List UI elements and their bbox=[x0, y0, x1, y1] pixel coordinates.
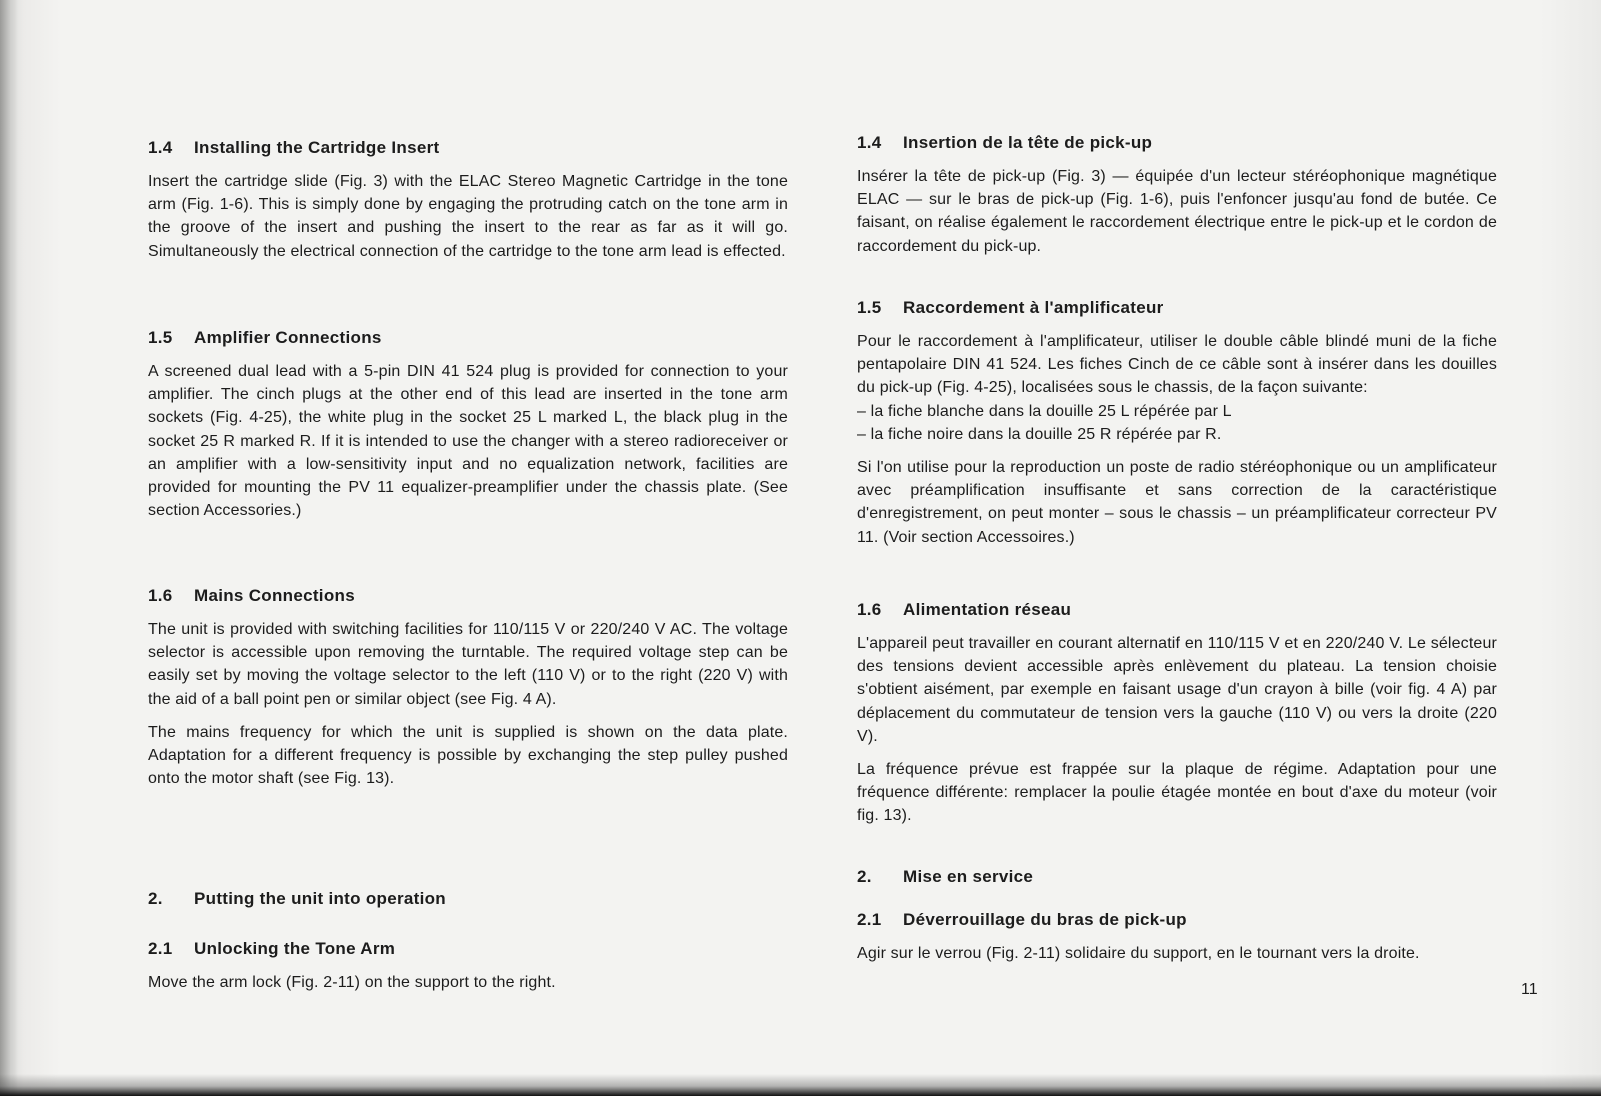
section-number: 2.1 bbox=[148, 939, 173, 958]
paragraph: Pour le raccordement à l'amplificateur, utiliser le double câble blindé muni de la fiche pentapolaire DIN 41 524. Les fiches Cinch de ce câble sont à insérer dans les douilles du pick-up (Fig. 4-25), localisées sous le chassis, de la façon suivante: bbox=[857, 333, 1497, 397]
section-title: Insertion de la tête de pick-up bbox=[903, 133, 1153, 152]
section-heading bbox=[148, 586, 788, 606]
binding-edge bbox=[0, 0, 18, 1096]
section-heading bbox=[857, 910, 1497, 930]
section-number: 1.4 bbox=[857, 133, 882, 152]
section-number: 2. bbox=[148, 889, 163, 908]
section-title: Installing the Cartridge Insert bbox=[194, 138, 440, 157]
section-title: Raccordement à l'amplificateur bbox=[903, 298, 1164, 317]
section-1-4-fr bbox=[857, 133, 1497, 258]
section-heading bbox=[857, 867, 1497, 887]
paragraph: The mains frequency for which the unit is supplied is shown on the data plate. Adaptation for a different frequency is possible by exchanging the step pulley pushed onto the motor shaft (see Fig. 13). bbox=[148, 723, 788, 788]
section-title: Alimentation réseau bbox=[903, 600, 1072, 619]
section-number: 1.5 bbox=[148, 328, 173, 347]
paragraph: Insert the cartridge slide (Fig. 3) with the ELAC Stereo Magnetic Cartridge in the tone arm (Fig. 1-6). This is simply done by engaging the protruding catch on the tone arm in the groove of the insert and pushing the insert to the rear as far as it will go. Simultaneously the electrical connection of the cartridge to the tone arm lead is effected. bbox=[148, 173, 788, 260]
paragraph: La fréquence prévue est frappée sur la plaque de régime. Adaptation pour une fréquence différente: remplacer la poulie étagée montée en bout d'axe du moteur (voir fig. 13). bbox=[857, 761, 1497, 825]
paragraph: Move the arm lock (Fig. 2-11) on the support to the right. bbox=[148, 974, 556, 991]
section-title: Déverrouillage du bras de pick-up bbox=[903, 910, 1187, 929]
section-2-1-fr bbox=[857, 910, 1497, 965]
paragraph: Agir sur le verrou (Fig. 2-11) solidaire du support, en le tournant vers la droite. bbox=[857, 945, 1420, 962]
page-number: 11 bbox=[1521, 981, 1538, 998]
section-number: 1.6 bbox=[148, 586, 173, 605]
section-number: 2.1 bbox=[857, 910, 882, 929]
section-heading bbox=[857, 298, 1497, 318]
section-1-6-fr bbox=[857, 600, 1497, 828]
paragraph: A screened dual lead with a 5-pin DIN 41 524 plug is provided for connection to your amplifier. The cinch plugs at the other end of this lead are inserted in the tone arm sockets (Fig. 4-25), the white plug in the socket 25 L marked L, the black plug in the socket 25 R marked R. If it is intended to use the changer with a stereo radioreceiver or an amplifier with a low-sensitivity input and no equalization network, facilities are provided for mounting the PV 11 equalizer-preamplifier under the chassis plate. (See section Accessories.) bbox=[148, 363, 788, 520]
section-number: 1.4 bbox=[148, 138, 173, 157]
section-heading bbox=[148, 138, 788, 158]
section-title: Mise en service bbox=[903, 867, 1034, 886]
section-number: 1.5 bbox=[857, 298, 882, 317]
section-2-1-en bbox=[148, 939, 788, 994]
paragraph: Si l'on utilise pour la reproduction un poste de radio stéréophonique ou un amplificateur avec préamplification insuffisante et sans correction de la caractéristique d'enregistrement, on peut monter – sous le chassis – un préamplificateur correcteur PV 11. (Voir section Accessoires.) bbox=[857, 459, 1497, 546]
section-heading bbox=[148, 889, 788, 909]
section-title: Amplifier Connections bbox=[194, 328, 382, 347]
page-bottom-shadow bbox=[0, 1074, 1601, 1096]
section-heading bbox=[148, 939, 788, 959]
section-number: 2. bbox=[857, 867, 872, 886]
section-title: Putting the unit into operation bbox=[194, 889, 446, 908]
list-item: – la fiche noire dans la douille 25 R répérée par R. bbox=[857, 425, 1222, 443]
section-heading bbox=[857, 600, 1497, 620]
section-heading bbox=[148, 328, 788, 348]
paragraph: L'appareil peut travailler en courant alternatif en 110/115 V et en 220/240 V. Le sélecteur des tensions devient accessible après enlèvement du plateau. La tension choisie s'obtient aisément, par exemple en faisant usage d'un crayon à bille (voir fig. 4 A) par déplacement du commutateur de tension vers la gauche (110 V) ou vers la droite (220 V). bbox=[857, 635, 1497, 745]
section-title: Unlocking the Tone Arm bbox=[194, 939, 396, 958]
list-item: – la fiche blanche dans la douille 25 L répérée par L bbox=[857, 402, 1232, 420]
section-1-4-en bbox=[148, 138, 788, 263]
paragraph: The unit is provided with switching facilities for 110/115 V or 220/240 V AC. The voltage selector is accessible upon removing the turntable. The required voltage step can be easily set by moving the voltage selector to the left (110 V) or to the right (220 V) with the aid of a ball point pen or similar object (see Fig. 4 A). bbox=[148, 621, 788, 708]
section-title: Mains Connections bbox=[194, 586, 355, 605]
section-1-5-fr bbox=[857, 298, 1497, 549]
section-2-fr bbox=[857, 867, 1497, 887]
section-number: 1.6 bbox=[857, 600, 882, 619]
section-heading bbox=[857, 133, 1497, 153]
section-1-5-en bbox=[148, 328, 788, 522]
section-2-en bbox=[148, 889, 788, 909]
section-1-6-en bbox=[148, 586, 788, 790]
paragraph: Insérer la tête de pick-up (Fig. 3) — équipée d'un lecteur stéréophonique magnétique ELAC — sur le bras de pick-up (Fig. 1-6), puis l'enfoncer jusqu'au fond de butée. Ce faisant, on réalise également le raccordement électrique entre le pick-up et le cordon de raccordement du pick-up. bbox=[857, 168, 1497, 255]
